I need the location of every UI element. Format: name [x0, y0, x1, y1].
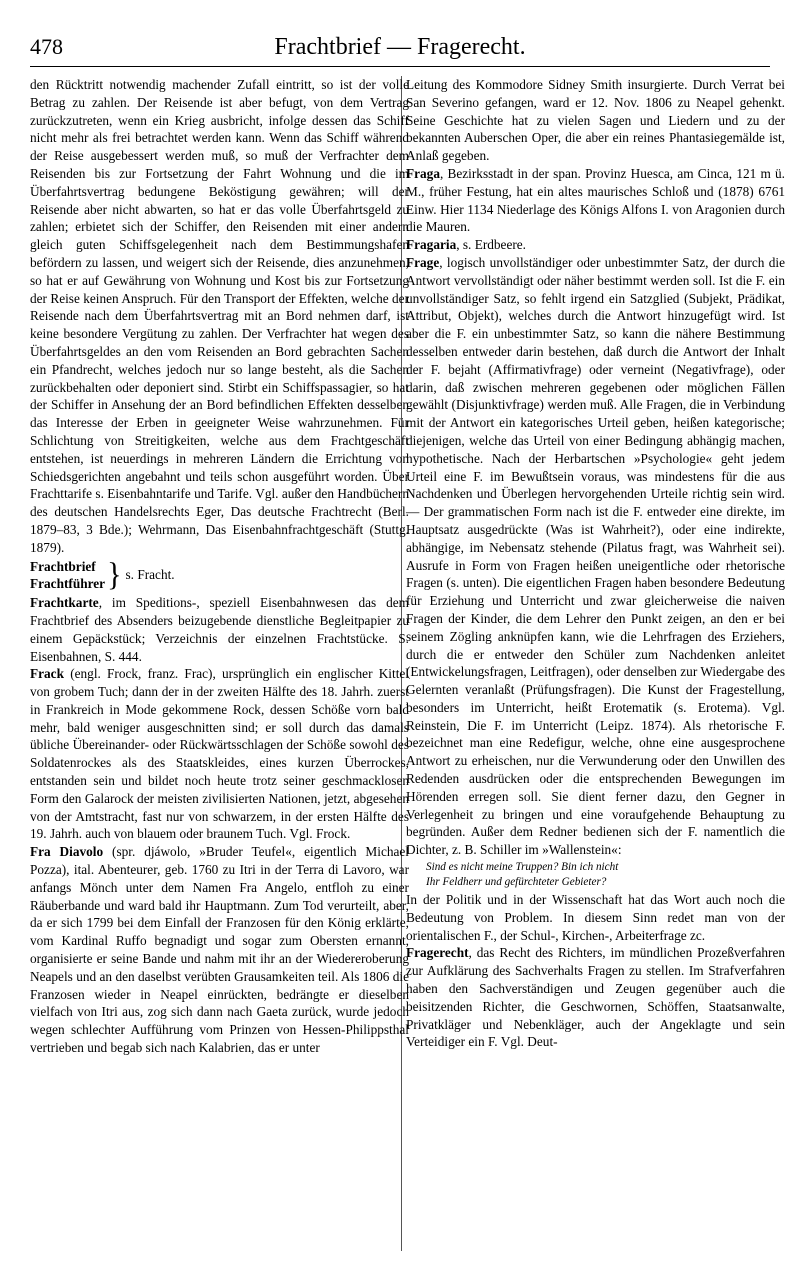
entry-text: , im Speditions-, speziell Eisenbahnwesen das dem Frachtbrief des Absenders beizugebende dienstliche Begleitpapier zu einem Gepäckstück; Verzeichnis der einzelnen Frachtstücke. S. Eisenbahnen, S. 444.: [30, 595, 409, 664]
lemma-frachtbrief: Frachtbrief: [30, 558, 96, 574]
lemma-fragaria: Fragaria: [406, 237, 457, 253]
lemma-fragerecht: Fragerecht: [406, 945, 469, 961]
bracket-entry-frachtbrief: [30, 558, 409, 594]
left-column: [30, 76, 409, 1057]
entry-fra-diavolo: [30, 843, 409, 1057]
lemma-frage: Frage: [406, 254, 440, 270]
page-number: 478: [30, 34, 63, 59]
entry-fraga: [406, 165, 785, 236]
bracket-terms: [30, 558, 105, 594]
entry-fragerecht: [406, 944, 785, 1051]
cross-reference: s. Fracht.: [125, 567, 175, 583]
running-title: Frachtbrief — Fragerecht.: [274, 34, 526, 60]
lemma-frachtkarte: Frachtkarte: [30, 595, 99, 611]
entry-text: , das Recht des Richters, im mündlichen Prozeßverfahren zur Aufklärung des Sachverhalts Fragen zu stellen. Im Strafverfahren haben den Sachverständigen und Zeugen gegenüber auch die beisitzenden Richter, die Geschwornen, Schöffen, Staatsanwalte, Privatkläger und Nebenkläger, auch der Angeklagte und sein Verteidiger ein F. Vgl. Deut-: [406, 945, 785, 1050]
entry-text: (engl. Frock, franz. Frac), ursprünglich ein englischer Kittel von grobem Tuch; dann der in der zweiten Hälfte des 18. Jahrh. zuerst in Frankreich in Mode gekommene Rock, dessen Schöße vorn bald mehr, bald weniger ausgeschnitten sind; er soll durch das damals übliche Übereinander- oder Rückwärtsschlagen der Schöße sowohl des Soldatenrockes als des Staatskleides, eines kurzen Überrockes, entstanden sein und bildet noch heute trotz seiner geschmacklosen Form den Galarock der meisten zivilisierten Nationen, jetzt, abgesehen von der Amtstracht, fast nur von schwarzem, in der ersten Hälfte des 19. Jahrh. auch von blauem oder braunem Tuch. Vgl. Frock.: [30, 666, 409, 842]
verse-line-1: Sind es nicht meine Truppen? Bin ich nicht: [426, 861, 619, 874]
lemma-fra-diavolo: Fra Diavolo: [30, 844, 104, 860]
entry-frack: [30, 665, 409, 843]
lemma-frack: Frack: [30, 666, 64, 682]
entry-text: , Bezirksstadt in der span. Provinz Huesca, am Cinca, 121 m ü. M., früher Festung, hat ein altes maurisches Schloß und (1878) 6761 Einw. Hier 1134 Niederlage des Königs Alfons I. von Aragonien durch die Mauren.: [406, 165, 785, 235]
brace-glyph: }: [107, 556, 122, 593]
entry-frage: [406, 254, 785, 859]
entry-text: (spr. djáwolo, »Bruder Teufel«, eigentlich Michael Pozza), ital. Abenteurer, geb. 1760 zu Itri in der Terra di Lavoro, war anfangs Mönch unter dem Namen Fra Angelo, entfloh zu einer Räuberbande und ward bald ihr Hauptmann. Zum Tod verurteilt, aber, da er sich 1799 bei dem Einfall der Franzosen für den König erklärte, vom Kardinal Ruffo begnadigt und sogar zum Obersten ernannt, organisierte er seine Bande und nahm mit ihr an der Wiedereroberung Neapels und an den daselbst verübten Grausamkeiten teil. Als 1806 die Franzosen wieder in Neapel einrückten, bedrängte er dieselben vielfach von Itri aus, zog sich dann nach Gaeta zurück, wurde jedoch wegen schlechter Aufführung vom Prinzen von Hessen-Philippsthal vertrieben und begab sich nach Kalabrien, das er unter: [30, 844, 409, 1056]
paragraph-diavolo-continued: Leitung des Kommodore Sidney Smith insurgierte. Durch Verrat bei San Severino gefangen, ward er 12. Nov. 1806 zu Neapel gehenkt. Seine Geschichte hat zu vielen Sagen und Liedern und zu der bekannten Auberschen Oper, die aber ein reines Phantasiegemälde ist, Anlaß gegeben.: [406, 77, 785, 164]
verse-line-2: Ihr Feldherr und gefürchteter Gebieter?: [426, 876, 607, 889]
entry-fragaria: [406, 236, 785, 254]
entry-frachtkarte: [30, 594, 409, 665]
right-column: [406, 76, 785, 1051]
entry-text: , logisch unvollständiger oder unbestimmter Satz, der durch die Antwort vervollständigt oder näher bestimmt werden soll. Ist die F. ein unvollständiger Satz, so fehlt irgend ein Satzglied (Subjekt, Prädikat, Attribut, Objekt), welches durch die Antwort hinzugefügt wird. Ist aber die F. ein unbestimmter Satz, so kann die nähere Bestimmung desselben entweder darin bestehen, daß durch die Antwort der Inhalt der F. bejaht (Affirmativfrage) oder verneint (Negativfrage), oder darin, daß zwischen mehreren gegebenen oder möglichen Fällen gewählt (Disjunktivfrage) werden muß. Alle Fragen, die in Verbindung mit der Antwort ein kategorisches Urteil geben, heißen kategorische; diejenigen, welche das Urteil von einer Bedingung abhängig machen, hypothetische. Nach der Herbartschen »Psychologie« geht jedem Urteil eine F. im Bewußtsein voraus, was mindestens für die aus Nachdenken und Überlegen hervorgehenden Urteile richtig sein wird. — Der grammatischen Form nach ist die F. entweder eine direkte, im Hauptsatz ausgedrückte (Was ist Wahrheit?), oder eine indirekte, abhängige, im Nebensatz stehende (Pilatus fragt, was Wahrheit sei). Ausrufe in Form von Fragen heißen uneigentliche oder rhetorische Fragen (s. unten). Die eigentlichen Fragen haben besondere Bedeutung für Erziehung und Unterricht und zwar gleicherweise die naiven Fragen der Kinder, die dem Lehrer den Punkt zeigen, an den er bei seinem Zögling anknüpfen kann, wie die Lehrfragen des Erziehers, durch die er entweder den Schüler zum Nachdenken anleitet (Entwickelungsfragen, Leitfragen), oder denselben zur Wiedergabe des Gelernten veranlaßt (Prüfungsfragen). Die Kunst der Fragestellung, besonders im Unterricht, heißt Erotematik (s. Erotema). Vgl. Reinstein, Die F. im Unterricht (Leipz. 1874). Als rhetorische F. bezeichnet man eine Redefigur, welche, ohne eine ausgesprochene Antwort zu erheischen, nur die Verwunderung oder den Unwillen des Redenden ausdrücken oder die entsprechenden Bewegungen im Hörenden erregen soll. Sie dient ferner dazu, den Gegner in Verlegenheit zu bringen und eine voraufgehende Behauptung zu begründen. Außer dem Redner bedienen sich der F. namentlich die Dichter, z. B. Schiller im »Wallenstein«:: [406, 254, 785, 858]
paragraph-fracht-continued: den Rücktritt notwendig machender Zufall eintritt, so ist der volle Betrag zu zahlen. Der Reisende ist aber befugt, von dem Vertrag zurückzutreten, wenn ein Krieg ausbricht, infolge dessen das Schiff nicht mehr als frei betrachtet werden kann. Wenn das Schiff während der Reise ausgebessert werden muß, so muß der Verfrachter dem Reisenden bis zur Fortsetzung der Fahrt Wohnung und die im Überfahrtsvertrag bedungene Beköstigung gewähren; will der Reisende aber nicht abwarten, so hat er das volle Überfahrtsgeld zu zahlen; erbietet sich der Schiffer, den Reisenden mit einer andern gleich guten Schiffsgelegenheit nach dem Bestimmungshafen befördern zu lassen, und weigert sich der Reisende, dies anzunehmen, so hat er auf Gewährung von Wohnung und Kost bis zur Fortsetzung der Reise keinen Anspruch. Für den Transport der Effekten, welche der Reisende nach dem Überfahrtsvertrag mit an Bord nehmen darf, ist keine besondere Vergütung zu zahlen. Der Verfrachter hat wegen des Überfahrtsgeldes an den vom Reisenden an Bord gebrachten Sachen ein Pfandrecht, welches jedoch nur so lange besteht, als die Sachen zurückbehalten oder deponiert sind. Stirbt ein Schiffspassagier, so hat der Schiffer in Ansehung der an Bord befindlichen Effekten desselben das Interesse der Erben in geeigneter Weise wahrzunehmen. Für Schlichtung von Streitigkeiten, welche aus dem Frachtgeschäft entstehen, ist neuerdings in mehreren Ländern die Errichtung von Schiedsgerichten angebahnt und teils schon ausgeführt worden. Über Frachttarife s. Eisenbahntarife und Tarife. Vgl. außer den Handbüchern des deutschen Handelsrechts Eger, Das deutsche Frachtrecht (Berl. 1879–83, 3 Bde.); Wehrmann, Das Eisenbahnfrachtgeschäft (Stuttg. 1879).: [30, 77, 409, 555]
lemma-frachtfuehrer: Frachtführer: [30, 576, 106, 592]
verse-quote: [426, 860, 785, 890]
page-header: [30, 28, 770, 67]
entry-text: , s. Erdbeere.: [456, 237, 526, 253]
paragraph-frage-continued: In der Politik und in der Wissenschaft hat das Wort auch noch die Bedeutung von Problem. In diesem Sinn redet man von der orientalischen F., der Schul-, Kirchen-, Arbeiterfrage zc.: [406, 892, 785, 943]
lemma-fraga: Fraga: [406, 165, 440, 181]
